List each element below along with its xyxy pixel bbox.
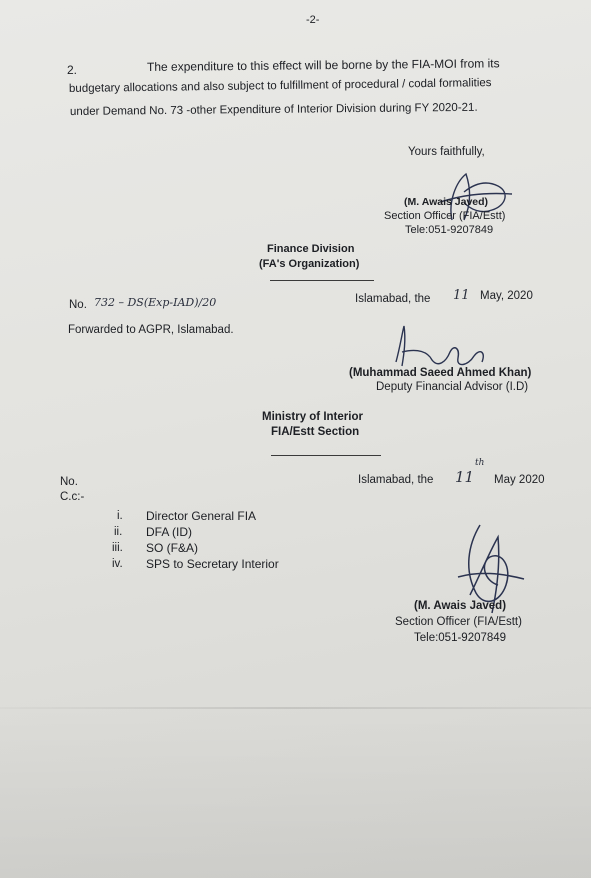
paper-fold [0,707,591,709]
finance-ref-handwritten: 732 – DS(Exp-IAD)/20 [94,296,217,309]
signatory-2-name: (Muhammad Saeed Ahmed Khan) [349,367,532,379]
finance-date-day: 11 [453,288,470,303]
finance-date-prefix: Islamabad, the [355,293,431,305]
cc-item-number: iv. [112,558,123,570]
paragraph-line-3: under Demand No. 73 -other Expenditure of Interior Division during FY 2020-21. [69,101,478,118]
finance-division-subheading: (FA's Organization) [259,258,360,270]
ministry-date-sup: th [475,458,485,468]
signatory-1-designation: Section Officer (FIA/Estt) [384,210,506,222]
paper-shadow [0,700,591,878]
signatory-1-name: (M. Awais Javed) [404,196,489,208]
closing-salutation: Yours faithfully, [408,146,485,158]
cc-item-text: Director General FIA [146,509,257,523]
signatory-3-name: (M. Awais Javed) [414,600,507,612]
signatory-3-designation: Section Officer (FIA/Estt) [395,616,522,628]
paragraph-number: 2. [67,63,78,77]
cc-item-text: SO (F&A) [146,541,199,555]
cc-item-text: DFA (ID) [146,525,193,539]
cc-label: C.c:- [60,491,85,503]
ministry-no-label: No. [60,476,78,488]
paragraph-line-1: The expenditure to this effect will be borne by the FIA-MOI from its [146,56,500,74]
finance-division-heading: Finance Division [267,243,355,255]
finance-ref-label: No. [69,299,87,311]
paragraph-line-2: budgetary allocations and also subject to fulfillment of procedural / codal formalities [68,77,492,95]
cc-item-text: SPS to Secretary Interior [146,557,279,571]
cc-item-number: i. [117,510,123,522]
signatory-1-telephone: Tele:051-9207849 [405,224,494,236]
page-number: -2- [306,14,320,26]
heading-rule-2 [271,455,381,456]
signatory-2-designation: Deputy Financial Advisor (I.D) [376,381,529,393]
signatory-3-telephone: Tele:051-9207849 [414,632,507,644]
ministry-heading: Ministry of Interior [262,411,363,423]
finance-date-suffix: May, 2020 [480,290,533,302]
cc-item-number: ii. [114,526,123,538]
forwarded-to-text: Forwarded to AGPR, Islamabad. [68,324,234,336]
ministry-date-prefix: Islamabad, the [358,474,434,486]
cc-item-number: iii. [112,542,123,554]
ministry-date-day: 11 [455,468,475,486]
ministry-section: FIA/Estt Section [271,426,360,438]
heading-rule-1 [270,280,374,281]
ministry-date-suffix: May 2020 [494,474,545,486]
